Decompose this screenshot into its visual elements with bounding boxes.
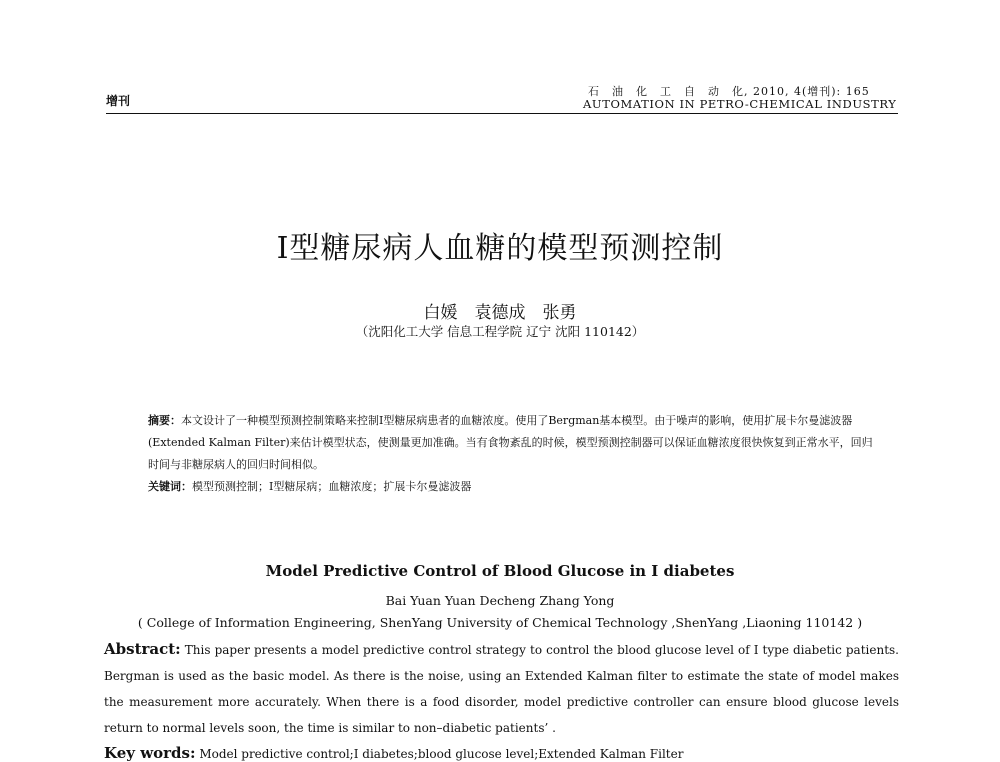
affiliation-en: ( College of Information Engineering, ShenYang University of Chemical Technology ,ShenYang ,Liaoning 110142 ) bbox=[137, 615, 863, 630]
keywords-text-en: Model predictive control;I diabetes;blood glucose level;Extended Kalman Filter bbox=[199, 747, 684, 761]
abstract-label-en: Abstract: bbox=[104, 640, 181, 658]
header-rule bbox=[106, 113, 898, 114]
keywords-text-cn: 模型预测控制；I型糖尿病；血糖浓度；扩展卡尔曼滤波器 bbox=[192, 480, 472, 493]
running-header-left: 增刊 bbox=[106, 94, 131, 108]
paper-title-cn: I型糖尿病人血糖的模型预测控制 bbox=[276, 231, 724, 266]
abstract-text-cn: 本文设计了一种模型预测控制策略来控制I型糖尿病患者的血糖浓度。使用了Bergman基本模型。由于噪声的影响，使用扩展卡尔曼滤波器(Extended Kalman Filter)来估计模型状态，使测量更加准确。当有食物紊乱的时候，模型预测控制器可以保证血糖浓度很快恢复到正常水平，回归时间与非糖尿病人的回归时间相似。 bbox=[148, 414, 873, 471]
keywords-en bbox=[104, 744, 683, 762]
keywords-label-en: Key words: bbox=[104, 744, 196, 762]
keywords-label-cn: 关键词： bbox=[148, 480, 192, 493]
keywords-cn bbox=[148, 478, 471, 494]
abstract-text-en: This paper presents a model predictive control strategy to control the blood glucose level of I type diabetic patients. Bergman is used as the basic model. As there is the noise, using an Extended Kalman filter to estimate the state of model makes the measurement more accurately. When there is a food disorder, model predictive controller can ensure blood glucose levels return to normal levels soon, the time is similar to non–diabetic patients’ . bbox=[104, 643, 899, 735]
abstract-cn bbox=[104, 410, 879, 476]
authors-en: Bai Yuan Yuan Decheng Zhang Yong bbox=[385, 593, 615, 608]
abstract-label-cn: 摘要： bbox=[148, 414, 181, 427]
paper-title-en: Model Predictive Control of Blood Glucose in I diabetes bbox=[265, 562, 735, 580]
authors-cn: 白媛 袁德成 张勇 bbox=[423, 303, 577, 323]
journal-citation-cn: 石 油 化 工 自 动 化, 2010, 4(增刊): 165 bbox=[588, 85, 870, 98]
abstract-en bbox=[104, 636, 899, 741]
affiliation-cn: （沈阳化工大学 信息工程学院 辽宁 沈阳 110142） bbox=[355, 324, 645, 339]
journal-name-en: AUTOMATION IN PETRO-CHEMICAL INDUSTRY bbox=[583, 97, 897, 111]
